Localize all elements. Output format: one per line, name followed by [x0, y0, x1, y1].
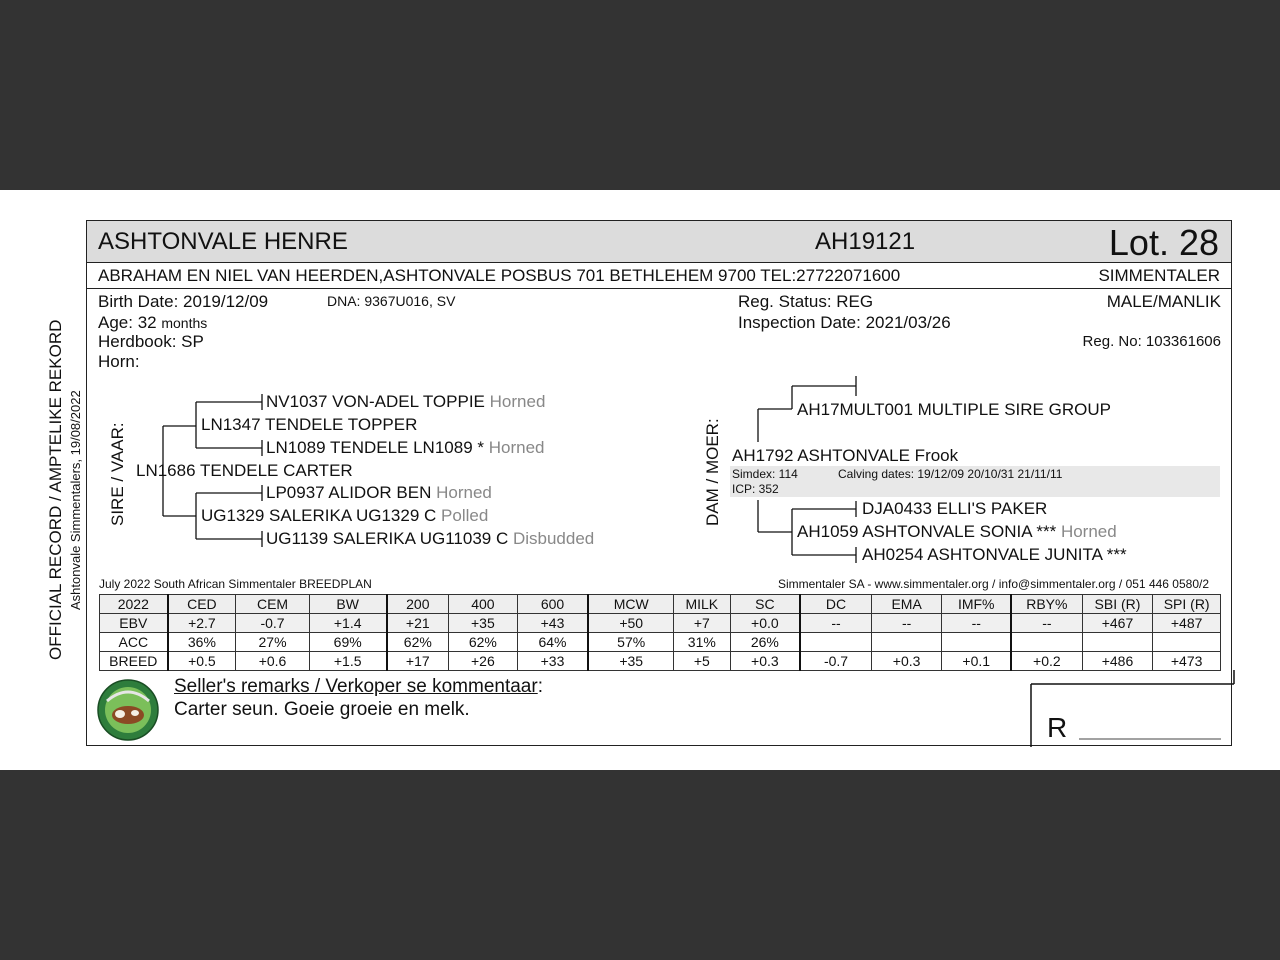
birth-date: Birth Date: 2019/12/09 [98, 292, 269, 311]
dam-dam-dam: AH0254 ASHTONVALE JUNITA *** [862, 545, 1127, 564]
breed-cell: +473 [1153, 652, 1221, 671]
ebv-header-cell: IMF% [942, 595, 1011, 614]
ebv-cell: +35 [449, 614, 518, 633]
dam-dam-sire: DJA0433 ELLI'S PAKER [862, 499, 1048, 518]
ebv-header-cell: EMA [871, 595, 942, 614]
dam-name: AH1792 ASHTONVALE Frook [732, 446, 959, 465]
breed-cell: +0.6 [236, 652, 310, 671]
lot-number: Lot. 28 [1108, 222, 1219, 263]
breed-cell: +1.5 [309, 652, 386, 671]
official-record-label: OFFICIAL RECORD / AMPTELIKE REKORD [46, 319, 65, 660]
sire-name: LN1686 TENDELE CARTER [136, 461, 353, 480]
ebv-cell: +1.4 [309, 614, 386, 633]
remarks-text: Carter seun. Goeie groeie en melk. [174, 699, 470, 720]
breed-label: SIMMENTALER [1098, 266, 1220, 285]
ebv-cell: -- [871, 614, 942, 633]
sex: MALE/MANLIK [1106, 292, 1221, 311]
reg-status: Reg. Status: REG [738, 292, 874, 311]
ebv-header-cell: 2022 [100, 595, 168, 614]
ebv-header-cell: 600 [517, 595, 588, 614]
ebv-header-cell: BW [309, 595, 386, 614]
owner-line: ABRAHAM EN NIEL VAN HEERDEN,ASHTONVALE POSBUS 701 BETHLEHEM 9700 TEL:27722071600 [98, 266, 901, 285]
ebv-cell: EBV [100, 614, 168, 633]
ebv-cell: +2.7 [168, 614, 236, 633]
breed-cell: +35 [588, 652, 673, 671]
ebv-header-cell: SPI (R) [1153, 595, 1221, 614]
simdex: Simdex: 114 [732, 467, 798, 481]
acc-cell: 57% [588, 633, 673, 652]
ssd-horn: Horned [488, 438, 545, 457]
sss-name: NV1037 VON-ADEL TOPPIE [266, 392, 485, 411]
price-currency: R [1047, 712, 1068, 743]
acc-cell: ACC [100, 633, 168, 652]
icp: ICP: 352 [732, 482, 779, 496]
ebv-cell: -0.7 [236, 614, 310, 633]
ebv-header-cell: SBI (R) [1082, 595, 1153, 614]
breed-cell: +33 [517, 652, 588, 671]
ebv-cell: -- [942, 614, 1011, 633]
breedplan-contact: Simmentaler SA - www.simmentaler.org / info@simmentaler.org / 051 446 0580/2 [777, 577, 1209, 591]
sire-label: SIRE / VAAR: [108, 422, 127, 526]
ebv-cell: +487 [1153, 614, 1221, 633]
acc-cell: 62% [449, 633, 518, 652]
animal-tag: AH19121 [815, 228, 916, 255]
dd-horn: Horned [1060, 522, 1117, 541]
sdd-horn: Disbudded [512, 529, 595, 548]
ebv-cell: +0.0 [730, 614, 800, 633]
animal-name: ASHTONVALE HENRE [98, 228, 348, 255]
sire-sire: LN1347 TENDELE TOPPER [201, 415, 418, 434]
breed-cell: BREED [100, 652, 168, 671]
simmentaler-logo-icon [97, 679, 159, 741]
breed-cell: +0.1 [942, 652, 1011, 671]
ebv-cell: +50 [588, 614, 673, 633]
breed-cell: +26 [449, 652, 518, 671]
calving-dates: Calving dates: 19/12/09 20/10/31 21/11/11 [838, 467, 1063, 481]
ssd-name: LN1089 TENDELE LN1089 * [266, 438, 484, 457]
price-input-line[interactable] [1079, 722, 1221, 740]
ebv-cell: +43 [517, 614, 588, 633]
breed-cell: -0.7 [800, 652, 871, 671]
sdd-name: UG1139 SALERIKA UG11039 C [266, 529, 509, 548]
acc-cell: 64% [517, 633, 588, 652]
sd-name: UG1329 SALERIKA UG1329 C [201, 506, 437, 525]
acc-cell: 62% [387, 633, 449, 652]
reg-number: Reg. No: 103361606 [1082, 333, 1221, 350]
breed-cell: +0.5 [168, 652, 236, 671]
age-unit: months [161, 315, 208, 331]
acc-cell: 36% [168, 633, 236, 652]
ebv-header-cell: MCW [588, 595, 673, 614]
horn: Horn: [98, 352, 140, 371]
breed-cell: +0.3 [871, 652, 942, 671]
dam-sire: AH17MULT001 MULTIPLE SIRE GROUP [797, 400, 1111, 419]
ebv-header-cell: SC [730, 595, 800, 614]
ebv-header-cell: 400 [449, 595, 518, 614]
acc-cell: 26% [730, 633, 800, 652]
ebv-cell: +21 [387, 614, 449, 633]
acc-cell: 31% [674, 633, 731, 652]
dna-info: DNA: 9367U016, SV [327, 293, 456, 309]
breed-cell: +5 [674, 652, 731, 671]
ebv-header-cell: 200 [387, 595, 449, 614]
dam-label: DAM / MOER: [703, 418, 722, 526]
ebv-header-cell: CED [168, 595, 236, 614]
acc-cell: 69% [309, 633, 386, 652]
breed-cell: +0.2 [1011, 652, 1082, 671]
herdbook: Herdbook: SP [98, 332, 204, 351]
remarks-title [174, 676, 543, 698]
inspection-date: Inspection Date: 2021/03/26 [738, 313, 951, 332]
breedplan-caption: July 2022 South African Simmentaler BREEDPLAN [99, 577, 372, 591]
ebv-cell: +7 [674, 614, 731, 633]
ebv-header-cell: DC [800, 595, 871, 614]
ebv-cell: +467 [1082, 614, 1153, 633]
source-label: Ashtonvale Simmentalers, 19/08/2022 [68, 390, 83, 610]
sss-horn: Horned [489, 392, 546, 411]
catalogue-sheet [0, 190, 1280, 770]
sds-horn: Horned [436, 483, 492, 502]
sds-name: LP0937 ALIDOR BEN [266, 483, 432, 502]
dd-name: AH1059 ASHTONVALE SONIA *** [797, 522, 1057, 541]
ebv-cell: -- [1011, 614, 1082, 633]
breed-cell: +17 [387, 652, 449, 671]
breed-cell: +486 [1082, 652, 1153, 671]
breed-cell: +0.3 [730, 652, 800, 671]
ebv-header-cell: MILK [674, 595, 731, 614]
acc-cell: 27% [236, 633, 310, 652]
remarks-colon: : [537, 676, 543, 697]
ebv-cell: -- [800, 614, 871, 633]
remarks-title-text: Seller's remarks / Verkoper se kommentaar [174, 676, 538, 697]
ebv-header-cell: CEM [236, 595, 310, 614]
age-value: Age: 32 [98, 313, 157, 332]
sd-horn: Polled [441, 506, 489, 525]
ebv-header-cell: RBY% [1011, 595, 1082, 614]
